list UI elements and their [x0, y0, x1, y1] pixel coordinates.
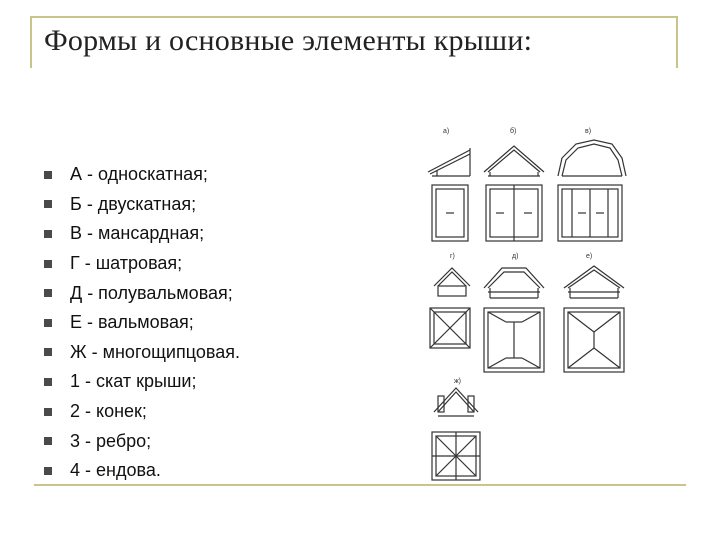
hip-roof-plan	[564, 308, 624, 372]
roof-types-list	[44, 160, 240, 486]
list-item	[44, 397, 240, 427]
half-hip-roof-plan	[484, 308, 544, 372]
multi-gable-roof-elevation	[434, 388, 478, 416]
roof-forms-diagram	[420, 120, 635, 490]
shed-roof-elevation	[428, 148, 470, 176]
shed-roof-plan	[432, 185, 468, 241]
list-item	[44, 426, 240, 456]
list-item-text: А - односкатная;	[70, 164, 208, 185]
diagram-label-a: а)	[443, 128, 450, 135]
diagram-label-d: д)	[512, 253, 519, 260]
bullet-icon	[44, 437, 52, 445]
frame-top-line	[30, 16, 678, 18]
diagram-label-g: г)	[450, 253, 455, 260]
list-item-text: 4 - ендова.	[70, 460, 161, 481]
list-item	[44, 456, 240, 486]
list-item	[44, 308, 240, 338]
diagram-label-zh: ж)	[454, 378, 462, 385]
mansard-roof-plan	[558, 185, 622, 241]
diagram-label-v: в)	[585, 128, 592, 135]
list-item-text: Ж - многощипцовая.	[70, 341, 240, 362]
multi-gable-roof-plan	[432, 432, 480, 480]
tent-roof-plan	[430, 308, 470, 348]
mansard-roof-elevation	[558, 140, 626, 176]
list-item-text: 1 - скат крыши;	[70, 371, 197, 392]
list-item	[44, 190, 240, 220]
bullet-icon	[44, 378, 52, 386]
bullet-icon	[44, 408, 52, 416]
list-item-text: Е - вальмовая;	[70, 312, 194, 333]
tent-roof-elevation	[434, 268, 470, 296]
diagram-label-e: е)	[586, 253, 593, 260]
list-item-text: В - мансардная;	[70, 223, 205, 244]
list-item-text: Д - полувальмовая;	[70, 282, 233, 303]
list-item	[44, 249, 240, 279]
frame-right-line	[676, 16, 678, 68]
bullet-icon	[44, 348, 52, 356]
list-item-text: 2 - конек;	[70, 401, 147, 422]
bullet-icon	[44, 171, 52, 179]
list-item	[44, 338, 240, 368]
list-item-text: Б - двускатная;	[70, 193, 197, 214]
bullet-icon	[44, 289, 52, 297]
gable-roof-plan	[486, 185, 542, 241]
list-item-text: Г - шатровая;	[70, 253, 183, 274]
bullet-icon	[44, 230, 52, 238]
half-hip-roof-elevation	[484, 268, 544, 298]
hip-roof-elevation	[564, 266, 624, 298]
gable-roof-elevation	[484, 146, 544, 176]
diagram-label-b: б)	[510, 128, 517, 135]
list-item	[44, 367, 240, 397]
frame-left-line	[30, 16, 32, 68]
bullet-icon	[44, 319, 52, 327]
slide-title: Формы и основные элементы крыши:	[44, 24, 533, 57]
list-item	[44, 278, 240, 308]
bullet-icon	[44, 467, 52, 475]
list-item-text: 3 - ребро;	[70, 430, 152, 451]
bullet-icon	[44, 260, 52, 268]
list-item	[44, 219, 240, 249]
list-item	[44, 160, 240, 190]
bullet-icon	[44, 200, 52, 208]
